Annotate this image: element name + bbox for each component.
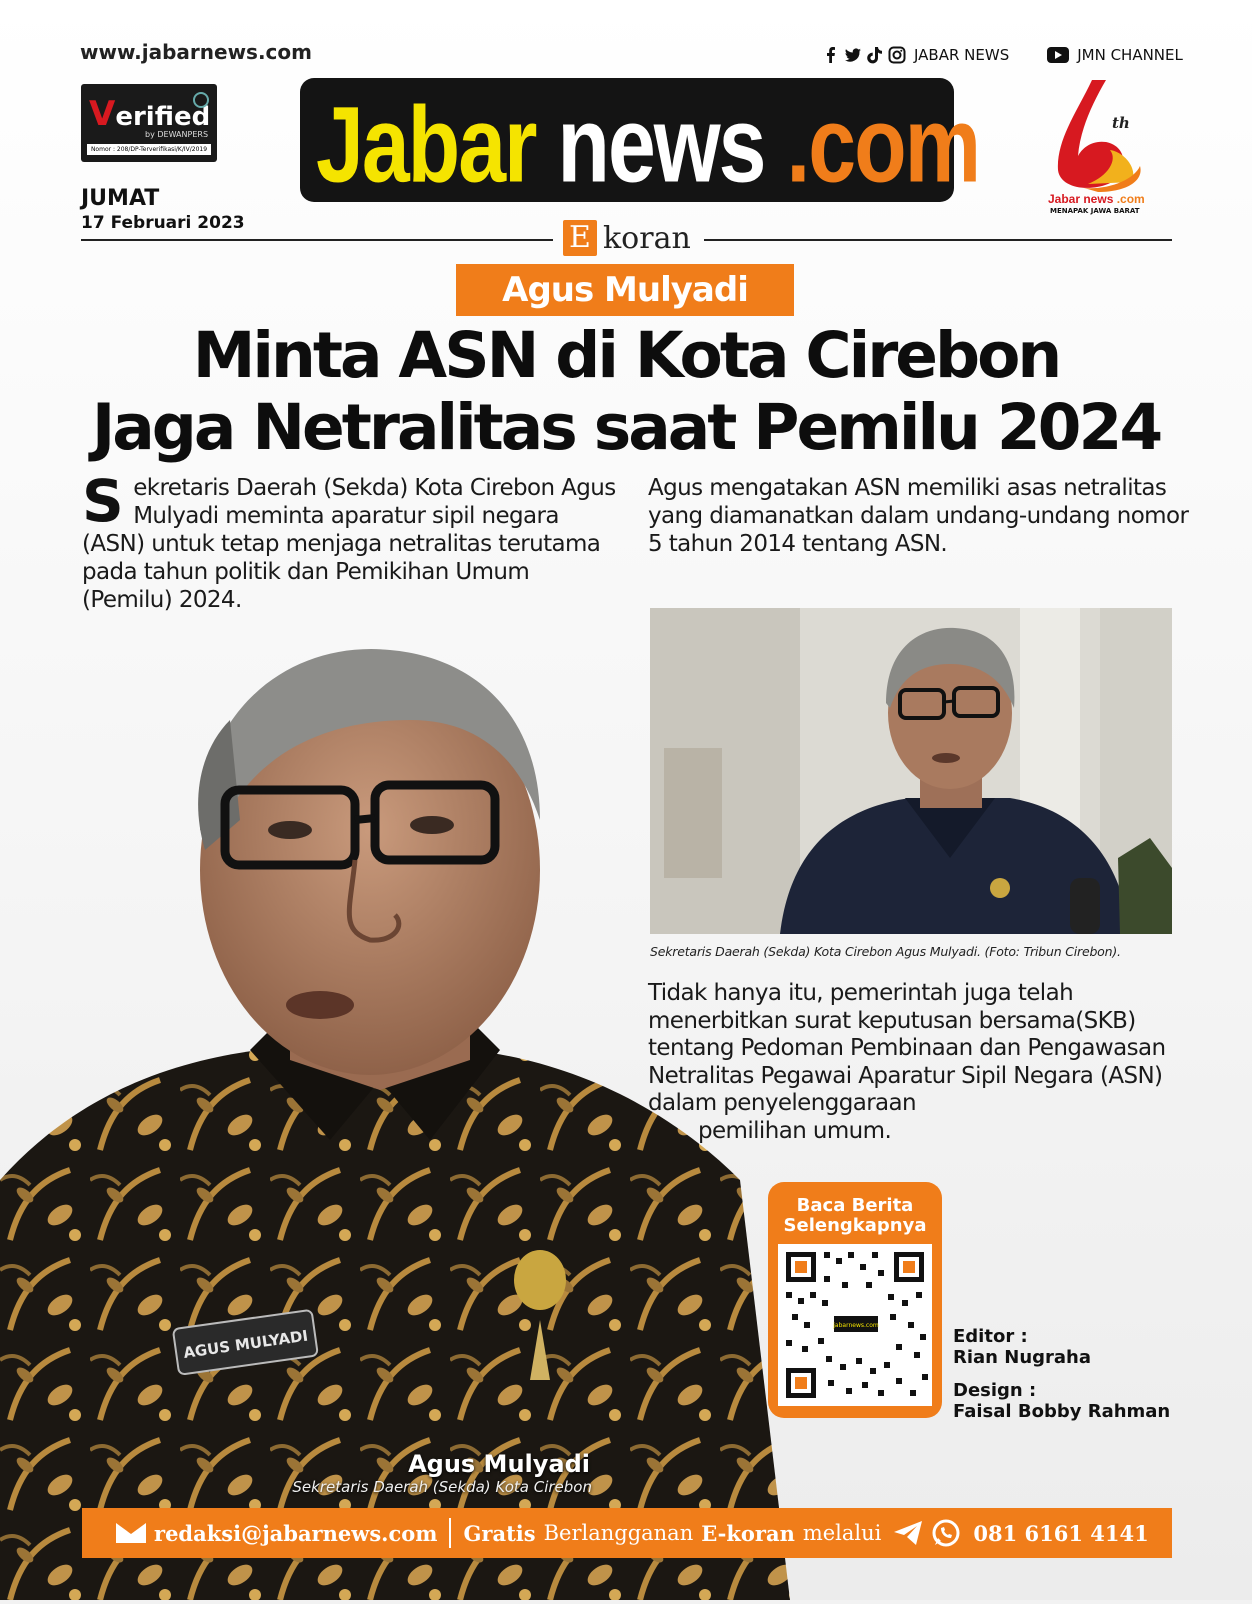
main-photo-role: Sekretaris Daerah (Sekda) Kota Cirebon (292, 1478, 592, 1496)
credits (953, 1326, 1170, 1422)
person-tag: Agus Mulyadi (456, 264, 794, 316)
issue-day: JUMAT (81, 186, 160, 211)
design-label: Design : (953, 1380, 1037, 1401)
qr-code-icon (778, 1244, 932, 1406)
article-paragraph-3 (648, 980, 1204, 1145)
header-rule-left (81, 239, 553, 241)
sixth-anniversary-icon (1048, 80, 1148, 192)
jabarnews-logo: Jabar news .com (316, 85, 980, 206)
headline-line-1: Minta ASN di Kota Cirebon (192, 319, 1060, 392)
verified-badge (81, 84, 217, 162)
header-rule-right (704, 239, 1172, 241)
qr-read-more-box[interactable] (768, 1182, 942, 1418)
qr-title: Baca Berita Selengkapnya (783, 1195, 927, 1236)
social-links (822, 46, 1217, 64)
youtube-icon[interactable] (1047, 47, 1069, 63)
instagram-icon[interactable] (888, 46, 906, 64)
footer-email[interactable]: redaksi@jabarnews.com (154, 1520, 438, 1546)
footer-berlangganan: Berlangganan (543, 1521, 694, 1545)
editor-label: Editor : (953, 1326, 1028, 1347)
secondary-photo-caption: Sekretaris Daerah (Sekda) Kota Cirebon Agus Mulyadi. (Foto: Tribun Cirebon). (650, 944, 1121, 959)
anniversary-th: th (1112, 114, 1130, 132)
social-label: JABAR NEWS (914, 46, 1010, 64)
design-name: Faisal Bobby Rahman (953, 1401, 1171, 1422)
footer-melalui: melalui (802, 1521, 882, 1545)
name-badge-text: AGUS MULYADI (182, 1326, 310, 1362)
article-paragraph-2: Agus mengatakan ASN memiliki asas netralitas yang diamanatkan dalam undang-undang nomor 5 tahun 2014 tentang ASN. (648, 475, 1189, 557)
secondary-photo-illustration (650, 608, 1172, 934)
paragraph-3-last-line: pemilihan umum. (698, 1117, 892, 1144)
ekoran-e-mark: E (563, 220, 597, 256)
headline (0, 320, 1252, 464)
anniversary-logo (1048, 80, 1148, 216)
qr-code[interactable] (778, 1244, 932, 1406)
main-photo-name: Agus Mulyadi (408, 1450, 590, 1478)
article-paragraph-1 (82, 467, 622, 614)
email-icon (116, 1523, 146, 1543)
secondary-photo (650, 608, 1172, 934)
tiktok-icon[interactable] (866, 46, 884, 64)
qr-center-label: jabarnews.com (833, 1322, 879, 1329)
dewan-pers-seal-icon (193, 92, 209, 108)
paragraph-3-text: Tidak hanya itu, pemerintah juga telah menerbitkan surat keputusan bersama(SKB) tentang Pedoman Pembinaan dan Pengawasan Netralitas Pegawai Aparatur Sipil Negara (ASN) dalam penyelenggaraan (648, 980, 1166, 1116)
issue-date: 17 Februari 2023 (81, 213, 245, 233)
anniversary-brand: Jabar news .com (1048, 192, 1145, 206)
footer-phone[interactable]: 081 6161 4141 (973, 1520, 1149, 1546)
masthead-logo (300, 78, 980, 206)
headline-line-2: Jaga Netralitas saat Pemilu 2024 (91, 391, 1161, 464)
footer-ekoran: E-koran (701, 1520, 795, 1546)
verified-number: Nomor : 208/DP-Terverifikasi/K/IV/2019 (87, 144, 211, 155)
channel-label: JMN CHANNEL (1077, 46, 1183, 64)
verified-logo-text: Verified (89, 94, 211, 134)
ekoran-word: koran (603, 220, 691, 256)
telegram-icon[interactable] (893, 1520, 923, 1546)
facebook-icon[interactable] (822, 46, 840, 64)
site-url[interactable]: www.jabarnews.com (80, 40, 312, 64)
anniversary-tagline: MENAPAK JAWA BARAT (1050, 207, 1140, 215)
ekoran-label (563, 220, 691, 256)
footer-gratis: Gratis (463, 1520, 536, 1546)
footer-subscribe-bar (82, 1508, 1172, 1558)
paragraph-1-text: ekretaris Daerah (Sekda) Kota Cirebon Agus Mulyadi meminta aparatur sipil negara (ASN) untuk tetap menjaga netralitas terutama pada tahun politik dan Pemikihan Umum (Pemilu) 2024. (82, 475, 616, 613)
whatsapp-icon[interactable] (931, 1518, 961, 1548)
verified-by: by DEWANPERS (145, 130, 209, 139)
editor-name: Rian Nugraha (953, 1347, 1092, 1368)
footer-separator (449, 1518, 451, 1548)
twitter-icon[interactable] (844, 46, 862, 64)
dropcap: S (82, 467, 124, 535)
